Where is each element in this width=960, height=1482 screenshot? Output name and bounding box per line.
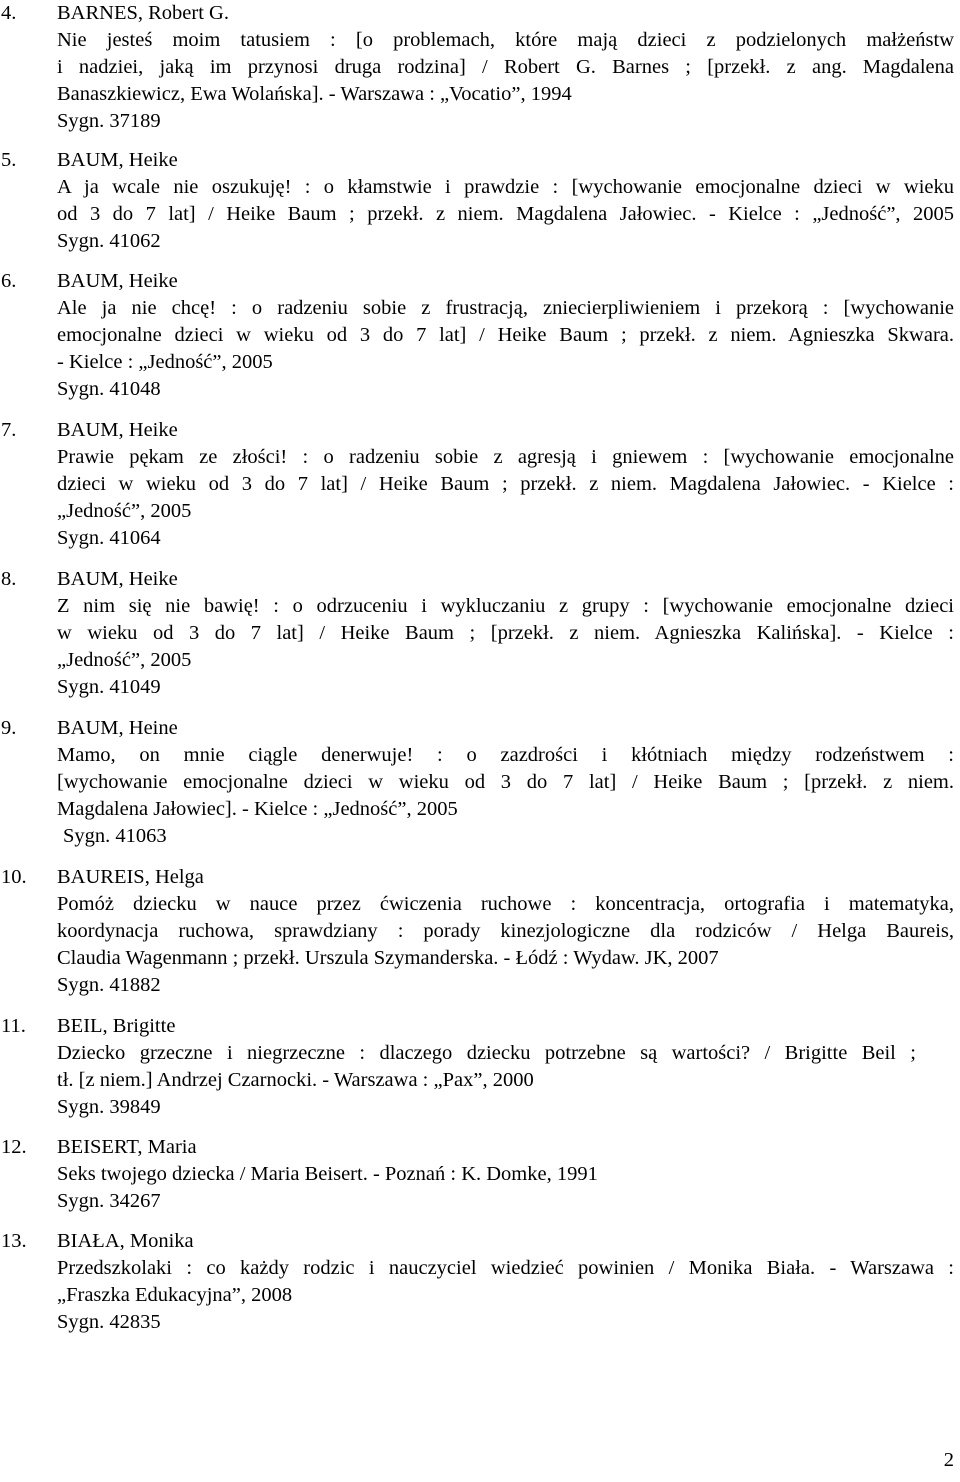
entry-number: 6. bbox=[1, 270, 17, 292]
entry-description-line: tł. [z niem.] Andrzej Czarnocki. - Warszawa : „Pax”, 2000 bbox=[57, 1069, 534, 1091]
entry-number: 13. bbox=[1, 1230, 27, 1252]
entry-author: BAUM, Heike bbox=[57, 270, 178, 292]
bibliography-entry bbox=[0, 147, 960, 255]
bibliography-entry bbox=[0, 864, 960, 999]
bibliography-entry bbox=[0, 715, 960, 850]
entry-number: 12. bbox=[1, 1136, 27, 1158]
entry-signature: Sygn. 41063 bbox=[63, 825, 167, 847]
bibliography-entry bbox=[0, 1134, 960, 1215]
bibliography-entry bbox=[0, 417, 960, 552]
entry-description-line: Dziecko grzeczne i niegrzeczne : dlaczego dziecku potrzebne są wartości? / Brigitte Beil ; bbox=[57, 1042, 916, 1064]
entry-body bbox=[57, 0, 954, 135]
entry-description-line: dzieci w wieku od 3 do 7 lat] / Heike Baum ; przekł. z niem. Magdalena Jałowiec. - Kielce : bbox=[57, 473, 954, 495]
entry-signature: Sygn. 37189 bbox=[57, 110, 161, 132]
entry-body bbox=[57, 268, 954, 403]
entry-author: BAUM, Heike bbox=[57, 149, 178, 171]
entry-description-line: od 3 do 7 lat] / Heike Baum ; przekł. z niem. Magdalena Jałowiec. - Kielce : „Jedność”, 2005 bbox=[57, 203, 954, 225]
entry-author: BEIL, Brigitte bbox=[57, 1015, 176, 1037]
entry-signature: Sygn. 42835 bbox=[57, 1311, 161, 1333]
entry-number: 7. bbox=[1, 419, 17, 441]
entry-number: 5. bbox=[1, 149, 17, 171]
entry-author: BAUREIS, Helga bbox=[57, 866, 204, 888]
entry-description-line: w wieku od 3 do 7 lat] / Heike Baum ; [przekł. z niem. Agnieszka Kalińska]. - Kielce : bbox=[57, 622, 954, 644]
entry-body bbox=[57, 147, 954, 255]
entry-description-line: emocjonalne dzieci w wieku od 3 do 7 lat] / Heike Baum ; przekł. z niem. Agnieszka Skwara. bbox=[57, 324, 954, 346]
entry-body bbox=[57, 1228, 954, 1336]
entry-signature: Sygn. 41048 bbox=[57, 378, 161, 400]
entry-number: 8. bbox=[1, 568, 17, 590]
entry-author: BAUM, Heine bbox=[57, 717, 178, 739]
bibliography-entry bbox=[0, 1013, 960, 1121]
entry-description-line: Pomóż dziecku w nauce przez ćwiczenia ruchowe : koncentracja, ortografia i matematyka, bbox=[57, 893, 954, 915]
bibliography-entry bbox=[0, 566, 960, 701]
bibliography-entry bbox=[0, 268, 960, 403]
entry-signature: Sygn. 39849 bbox=[57, 1096, 161, 1118]
entry-body bbox=[57, 1134, 954, 1215]
page-number: 2 bbox=[943, 1449, 954, 1471]
entry-description-line: - Kielce : „Jedność”, 2005 bbox=[57, 351, 273, 373]
bibliography-entry bbox=[0, 0, 960, 135]
entry-description-line: Magdalena Jałowiec]. - Kielce : „Jedność”, 2005 bbox=[57, 798, 458, 820]
entry-number: 9. bbox=[1, 717, 17, 739]
entry-signature: Sygn. 41882 bbox=[57, 974, 161, 996]
entry-body bbox=[57, 417, 954, 552]
entry-number: 10. bbox=[1, 866, 27, 888]
entry-author: BIAŁA, Monika bbox=[57, 1230, 194, 1252]
entry-number: 4. bbox=[1, 2, 17, 24]
entry-description-line: A ja wcale nie oszukuję! : o kłamstwie i prawdzie : [wychowanie emocjonalne dzieci w wieku bbox=[57, 176, 954, 198]
entry-body bbox=[57, 1013, 954, 1121]
entry-signature: Sygn. 41064 bbox=[57, 527, 161, 549]
entry-body bbox=[57, 864, 954, 999]
entry-description-line: Przedszkolaki : co każdy rodzic i nauczyciel wiedzieć powinien / Monika Biała. - Warszawa : bbox=[57, 1257, 954, 1279]
entry-description-line: „Jedność”, 2005 bbox=[57, 500, 192, 522]
entry-description-line: Z nim się nie bawię! : o odrzuceniu i wykluczaniu z grupy : [wychowanie emocjonalne dzieci bbox=[57, 595, 954, 617]
entry-description-line: Prawie pękam ze złości! : o radzeniu sobie z agresją i gniewem : [wychowanie emocjonalne bbox=[57, 446, 954, 468]
entry-description-line: „Jedność”, 2005 bbox=[57, 649, 192, 671]
entry-description-line: koordynacja ruchowa, sprawdziany : porady kinezjologiczne dla rodziców / Helga Baureis, bbox=[57, 920, 954, 942]
entry-description-line: [wychowanie emocjonalne dzieci w wieku od 3 do 7 lat] / Heike Baum ; [przekł. z niem. bbox=[57, 771, 954, 793]
entry-description-line: „Fraszka Edukacyjna”, 2008 bbox=[57, 1284, 293, 1306]
entry-description-line: Banaszkiewicz, Ewa Wolańska]. - Warszawa : „Vocatio”, 1994 bbox=[57, 83, 572, 105]
entry-description-line: Ale ja nie chcę! : o radzeniu sobie z frustracją, zniecierpliwieniem i przekorą : [wychowanie bbox=[57, 297, 954, 319]
entry-signature: Sygn. 34267 bbox=[57, 1190, 161, 1212]
entry-body bbox=[57, 715, 954, 850]
entry-description-line: i nadziei, jaką im przynosi druga rodzina] / Robert G. Barnes ; [przekł. z ang. Magdalena bbox=[57, 56, 954, 78]
entry-signature: Sygn. 41049 bbox=[57, 676, 161, 698]
entry-signature: Sygn. 41062 bbox=[57, 230, 161, 252]
entry-description-line: Claudia Wagenmann ; przekł. Urszula Szymanderska. - Łódź : Wydaw. JK, 2007 bbox=[57, 947, 719, 969]
entry-author: BAUM, Heike bbox=[57, 419, 178, 441]
entry-number: 11. bbox=[1, 1015, 26, 1037]
entry-description-line: Nie jesteś moim tatusiem : [o problemach, które mają dzieci z podzielonych małżeństw bbox=[57, 29, 954, 51]
entry-body bbox=[57, 566, 954, 701]
entry-author: BAUM, Heike bbox=[57, 568, 178, 590]
entry-description-line: Seks twojego dziecka / Maria Beisert. - Poznań : K. Domke, 1991 bbox=[57, 1163, 598, 1185]
entry-author: BARNES, Robert G. bbox=[57, 2, 229, 24]
entry-author: BEISERT, Maria bbox=[57, 1136, 197, 1158]
bibliography-entry bbox=[0, 1228, 960, 1336]
entry-description-line: Mamo, on mnie ciągle denerwuje! : o zazdrości i kłótniach między rodzeństwem : bbox=[57, 744, 954, 766]
